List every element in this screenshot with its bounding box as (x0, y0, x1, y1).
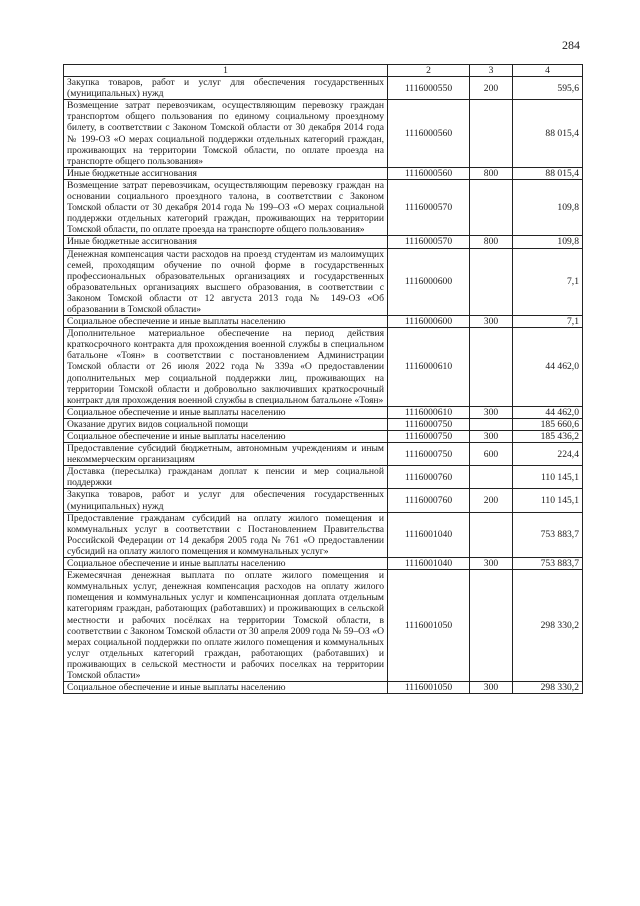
row-description: Социальное обеспечение и иные выплаты населению (64, 682, 388, 694)
row-description: Оказание других видов социальной помощи (64, 418, 388, 430)
row-description: Возмещение затрат перевозчикам, осуществляющим перевозку граждан транспортом общего пользования по единому социальному проездному билету, в соответствии с Законом Томской области от 30 декабря 2014 года № 199-ОЗ «О мерах социальной поддержки отдельных категорий граждан, проживающих на территории Томской области, по оплате проезда на транспорте общего пользования» (64, 100, 388, 168)
row-expense-type: 300 (470, 682, 513, 694)
row-description: Ежемесячная денежная выплата по оплате жилого помещения и коммунальных услуг, денежная компенсация расходов на оплату жилого помещения и коммунальных услуг и компенсационная доплата отдельным категориям граждан, работающих (работавших) и проживающих в сельской местности и рабочих посёлках на территории Томской области, в соответствии с Законом Томской области от 30 апреля 2009 года № 59–ОЗ «О мерах социальной поддержки по оплате жилого помещения и коммунальных услуг отдельных категорий граждан, работающих (работавших) и проживающих в сельской местности и рабочих поселках на территории Томской области» (64, 570, 388, 682)
row-expense-type (470, 248, 513, 316)
row-target-code: 1116000560 (388, 167, 470, 179)
header-col-4: 4 (513, 65, 583, 77)
row-amount: 753 883,7 (513, 558, 583, 570)
header-row (64, 65, 583, 77)
row-target-code: 1116000550 (388, 77, 470, 100)
row-expense-type: 300 (470, 431, 513, 443)
row-expense-type (470, 570, 513, 682)
table-row (64, 512, 583, 557)
row-amount: 298 330,2 (513, 682, 583, 694)
row-target-code: 1116001040 (388, 558, 470, 570)
table-row (64, 443, 583, 466)
row-description: Иные бюджетные ассигнования (64, 236, 388, 248)
row-target-code: 1116000760 (388, 489, 470, 512)
row-target-code: 1116001040 (388, 512, 470, 557)
row-expense-type: 300 (470, 558, 513, 570)
row-description: Социальное обеспечение и иные выплаты населению (64, 316, 388, 328)
table-row (64, 77, 583, 100)
header-col-2: 2 (388, 65, 470, 77)
row-amount: 7,1 (513, 316, 583, 328)
table-row (64, 248, 583, 316)
table-row (64, 179, 583, 235)
row-target-code: 1116000560 (388, 100, 470, 168)
row-expense-type: 200 (470, 489, 513, 512)
table-row (64, 316, 583, 328)
row-amount: 595,6 (513, 77, 583, 100)
row-amount: 110 145,1 (513, 489, 583, 512)
row-target-code: 1116000600 (388, 248, 470, 316)
row-amount: 109,8 (513, 236, 583, 248)
table-row (64, 570, 583, 682)
table-row (64, 489, 583, 512)
table-row (64, 418, 583, 430)
table-row (64, 682, 583, 694)
row-amount: 44 462,0 (513, 328, 583, 407)
table-row (64, 558, 583, 570)
row-amount: 298 330,2 (513, 570, 583, 682)
row-amount: 110 145,1 (513, 466, 583, 489)
row-description: Дополнительное материальное обеспечение на период действия краткосрочного контракта для прохождения военной службы в специальном батальоне «Тоян» в соответствии с постановлением Администрации Томской области от 26 июля 2022 года № 339а «О предоставлении дополнительных мер социальной поддержки лиц, проживающих на территории Томской области и добровольно заключивших краткосрочный контракт для прохождения военной службы в специальном батальоне «Тоян» (64, 328, 388, 407)
row-expense-type (470, 100, 513, 168)
row-description: Иные бюджетные ассигнования (64, 167, 388, 179)
row-amount: 88 015,4 (513, 167, 583, 179)
row-description: Социальное обеспечение и иные выплаты населению (64, 431, 388, 443)
row-description: Предоставление гражданам субсидий на оплату жилого помещения и коммунальных услуг в соответствии с Постановлением Правительства Российской Федерации от 14 декабря 2005 года № 761 «О предоставлении субсидий на оплату жилого помещения и коммунальных услуг» (64, 512, 388, 557)
row-description: Закупка товаров, работ и услуг для обеспечения государственных (муниципальных) нужд (64, 77, 388, 100)
row-amount: 109,8 (513, 179, 583, 235)
row-amount: 224,4 (513, 443, 583, 466)
row-expense-type (470, 179, 513, 235)
row-target-code: 1116000570 (388, 236, 470, 248)
table-row (64, 406, 583, 418)
row-amount: 185 436,2 (513, 431, 583, 443)
row-amount: 753 883,7 (513, 512, 583, 557)
table-row (64, 100, 583, 168)
row-expense-type: 300 (470, 406, 513, 418)
row-expense-type (470, 328, 513, 407)
row-target-code: 1116000750 (388, 443, 470, 466)
row-expense-type (470, 512, 513, 557)
budget-table (63, 64, 583, 694)
row-target-code: 1116000760 (388, 466, 470, 489)
table-row (64, 328, 583, 407)
row-target-code: 1116000600 (388, 316, 470, 328)
row-description: Предоставление субсидий бюджетным, автономным учреждениям и иным некоммерческим организациям (64, 443, 388, 466)
row-amount: 7,1 (513, 248, 583, 316)
row-target-code: 1116001050 (388, 682, 470, 694)
row-target-code: 1116000750 (388, 418, 470, 430)
row-expense-type: 800 (470, 236, 513, 248)
row-expense-type: 600 (470, 443, 513, 466)
header-col-3: 3 (470, 65, 513, 77)
row-expense-type (470, 466, 513, 489)
row-description: Денежная компенсация части расходов на проезд студентам из малоимущих семей, проходящим обучение по очной форме в государственных профессиональных образовательных организациях и государственных образовательных организациях высшего образования, в соответствии с Законом Томской области от 12 августа 2013 года № 149-ОЗ «Об образовании в Томской области» (64, 248, 388, 316)
page-number: 284 (562, 38, 580, 52)
row-description: Закупка товаров, работ и услуг для обеспечения государственных (муниципальных) нужд (64, 489, 388, 512)
row-target-code: 1116000570 (388, 179, 470, 235)
row-description: Возмещение затрат перевозчикам, осуществляющим перевозку граждан на основании социального проездного талона, в соответствии с Законом Томской области от 30 декабря 2014 года № 199–ОЗ «О мерах социальной поддержки отдельных категорий граждан, проживающих на территории Томской области, по оплате проезда на транспорте общего пользования» (64, 179, 388, 235)
row-expense-type: 800 (470, 167, 513, 179)
table-row (64, 466, 583, 489)
row-target-code: 1116001050 (388, 570, 470, 682)
row-amount: 44 462,0 (513, 406, 583, 418)
header-col-1: 1 (64, 65, 388, 77)
row-description: Социальное обеспечение и иные выплаты населению (64, 558, 388, 570)
row-expense-type (470, 418, 513, 430)
row-target-code: 1116000610 (388, 328, 470, 407)
row-description: Социальное обеспечение и иные выплаты населению (64, 406, 388, 418)
row-amount: 185 660,6 (513, 418, 583, 430)
table-row (64, 167, 583, 179)
row-amount: 88 015,4 (513, 100, 583, 168)
table-row (64, 431, 583, 443)
row-description: Доставка (пересылка) гражданам доплат к пенсии и мер социальной поддержки (64, 466, 388, 489)
row-target-code: 1116000610 (388, 406, 470, 418)
row-expense-type: 300 (470, 316, 513, 328)
row-target-code: 1116000750 (388, 431, 470, 443)
row-expense-type: 200 (470, 77, 513, 100)
table-row (64, 236, 583, 248)
